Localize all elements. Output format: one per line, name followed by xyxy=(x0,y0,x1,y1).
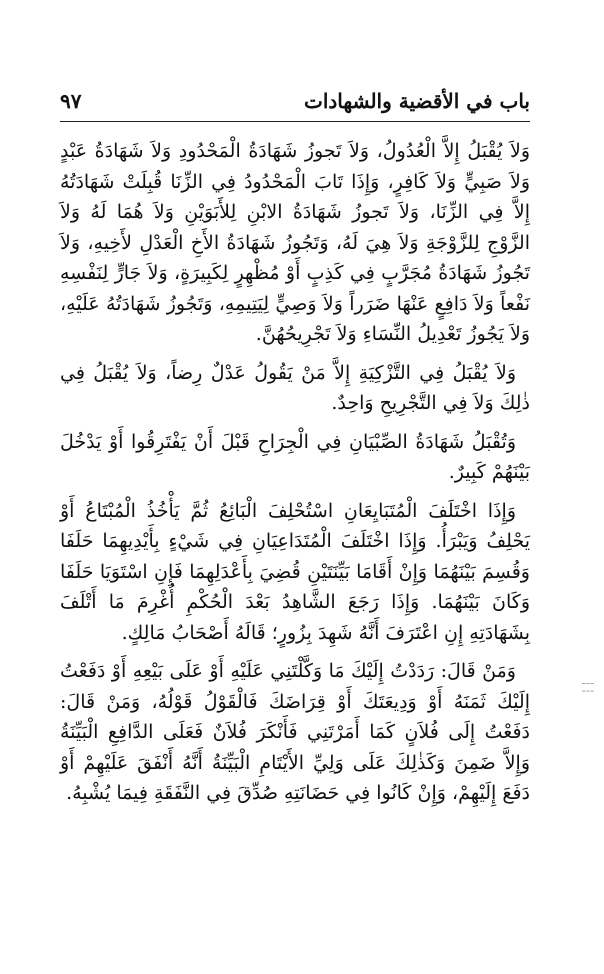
paragraph-1: وَلاَ يُقْبَلُ إِلاَّ الْعُدُولُ، وَلاَ تَجوزُ شَهَادَةُ الْمَحْدُودِ وَلاَ شَهَادَةُ عَبْدٍ وَلاَ صَبِيٍّ وَلاَ كَافِرٍ، وَإِذَا تَابَ الْمَحْدُودُ فِي الزِّنَا قُبِلَتْ شَهَادَتُهُ إِلاَّ فِي الزِّنَا، وَلاَ تَجوزُ شَهَادَةُ الابْنِ لِلأَبَوَيْنِ وَلاَ هُمَا لَهُ وَلاَ الزَّوْجِ لِلزَّوْجَةِ وَلاَ هِيَ لَهُ، وَتَجُوزُ شَهَادَةُ الأَخِ الْعَدْلِ لأَخِيهِ، وَلاَ تَجُوزُ شَهَادَةُ مُجَرَّبٍ فِي كَذِبٍ أَوْ مُظْهِرٍ لِكَبِيرَةٍ، وَلاَ جَارٍّ لِنَفْسِهِ نَفْعاً وَلاَ دَافِعٍ عَنْهَا ضَرَراً وَلاَ وَصِيٍّ لِيَتِيمِهِ، وَتَجُوزُ شَهَادَتُهُ عَلَيْهِ، وَلاَ يَجُوزُ تَعْدِيلُ النِّسَاءِ وَلاَ تَجْرِيحُهُنَّ. xyxy=(60,140,530,345)
page-header xyxy=(60,86,530,116)
paragraph-4: وَإِذَا اخْتَلَفَ الْمُتَبَايِعَانِ اسْتُحْلِفَ الْبَائِعُ ثُمَّ يَأْخُذُ الْمُبْتَاعُ أَوْ يَحْلِفُ وَيَبْرَأُ. وَإِذَا اخْتَلَفَ الْمُتَدَاعِيَانِ فِي شَيْءٍ بِأَيْدِيهِمَا حَلَفَا وَقُسِمَ بَيْنَهُمَا وَإِنْ أَقَامَا بَيِّنَتَيْنِ قُضِيَ بِأَعْدَلِهِمَا فَإِنِ اسْتَوَيَا حَلَفَا وَكَانَ بَيْنَهُمَا. وَإِذَا رَجَعَ الشَّاهِدُ بَعْدَ الْحُكْمِ أُغْرِمَ مَا أَتْلَفَ بِشَهَادَتِهِ إِنِ اعْتَرَفَ أَنَّهُ شَهِدَ بِزُورٍ؛ قَالَهُ أَصْحَابُ مَالِكٍ. xyxy=(60,499,530,644)
paragraph-5: وَمَنْ قَالَ: رَدَدْتُ إِلَيْكَ مَا وَكَّلْتَنِي عَلَيْهِ أَوْ عَلَى بَيْعِهِ أَوْ دَفَعْتُ إِلَيْكَ ثَمَنَهُ أَوْ وَدِيعَتَكَ أَوْ قِرَاضَكَ فَالْقَوْلُ قَوْلُهُ، وَمَنْ قَالَ: دَفَعْتُ إِلَى فُلاَنٍ كَمَا أَمَرْتَنِي فَأَنْكَرَ فُلاَنٌ فَعَلَى الدَّافِعِ الْبَيِّنَةُ وَإِلاَّ ضَمِنَ وَكَذٰلِكَ عَلَى وَلِيِّ الأَيْتَامِ الْبَيِّنَةُ أَنَّهُ أَنْفَقَ عَلَيْهِمْ أَوْ دَفَعَ إِلَيْهِمْ، وَإِنْ كَانُوا فِي حَضَانَتِهِ صُدِّقَ فِي النَّفَقَةِ فِيمَا يُشْبِهُ. xyxy=(60,660,530,804)
paragraph-3: وَتُقْبَلُ شَهَادَةُ الصِّبْيَانِ فِي الْجِرَاحِ قَبْلَ أَنْ يَفْتَرِقُوا أَوْ يَدْخُلَ بَيْنَهُمْ كَبِيرٌ. xyxy=(60,430,530,483)
header-rule xyxy=(60,121,530,122)
paragraph-2: وَلاَ يُقْبَلُ فِي التَّزْكِيَةِ إِلاَّ مَنْ يَقُولُ عَدْلٌ رِضاً، وَلاَ يُقْبَلُ فِي ذٰلِكَ وَلاَ فِي التَّجْرِيحِ وَاحِدٌ. xyxy=(60,361,530,414)
body-text xyxy=(60,136,530,817)
page-number: ٩٧ xyxy=(60,89,82,113)
scan-margin-mark: ┆┆ xyxy=(581,680,594,696)
chapter-title: باب في الأقضية والشهادات xyxy=(304,89,530,113)
